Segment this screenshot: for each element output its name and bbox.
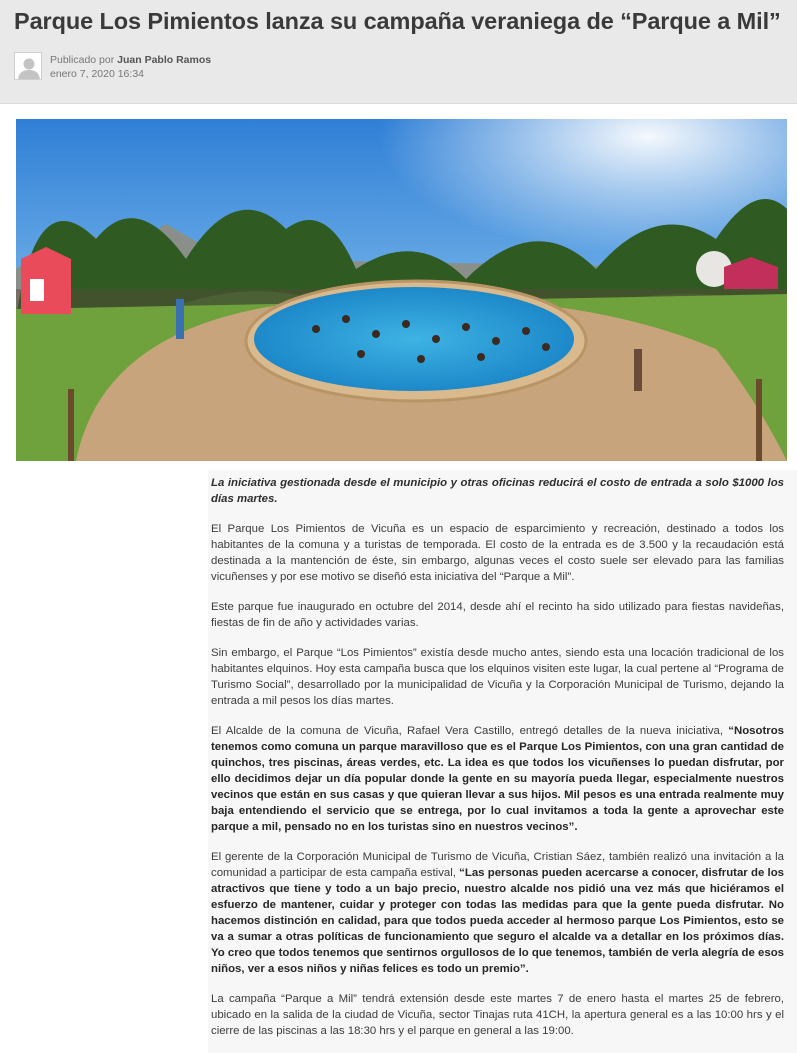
post-header: [0, 0, 797, 104]
paragraph-intro: El gerente de la Corporación Municipal de Turismo de Vicuña, Cristian Sáez, también realizó una invitación a la comunidad a participar de esta campaña estival,: [211, 851, 784, 879]
featured-image: [16, 119, 787, 461]
published-prefix: Publicado por: [50, 54, 115, 66]
post-title[interactable]: Parque Los Pimientos lanza su campaña veraniega de “Parque a Mil”: [14, 8, 781, 34]
article-paragraph: La campaña “Parque a Mil” tendrá extensión desde este martes 7 de enero hasta el martes 25 de febrero, ubicado en la salida de la ciudad de Vicuña, sector Tinajas ruta 41CH, la apertura general es a las 10:00 hrs y el cierre de las piscinas a las 18:30 hrs y el parque en general a las 19:00.: [211, 993, 784, 1037]
article-paragraph: Sin embargo, el Parque “Los Pimientos” existía desde mucho antes, siendo esta una locación tradicional de los habitantes elquinos. Hoy esta campaña busca que los elquinos visiten este lugar, la cual pertene al “Programa de Turismo Social”, desarrollado por la municipalidad de Vicuña y la Corporación Municipal de Turismo, dejando la entrada a mil pesos los días martes.: [211, 647, 784, 707]
mayor-quote: “Nosotros tenemos como comuna un parque maravilloso que es el Parque Los Pimientos, con una gran cantidad de quinchos, tres piscinas, áreas verdes, etc. La idea es que todos los vicuñenses lo puedan disfrutar, por ello decidimos dejar un día popular donde la gente en su mayoría pueda llegar, especialmente nuestros vecinos que están en sus casas y que quieran llevar a sus hijos. Mil pesos es una entrada realmente muy baja entendiendo el servicio que se entrega, por lo cual invitamos a toda la gente a aprovechar este parque a mil, pensado no en los turistas sino en nuestros vecinos”.: [211, 725, 784, 833]
post-meta: [50, 53, 211, 81]
manager-quote: “Las personas pueden acercarse a conocer, disfrutar de los atractivos que tiene y todo a un bajo precio, nuestro alcalde nos pidió una vez más que hiciéramos el esfuerzo de mantener, cuidar y proteger con todas las medidas para que la gente pueda disfrutar. No hacemos distinción en calidad, para que todos pueda acceder al hermoso parque Los Pimientos, esto se va a sumar a otras políticas de funcionamiento que seguro el alcalde va a detallar en los próximos días. Yo creo que todos tenemos que sentirnos orgullosos de lo que tenemos, también de verla alegría de esos niños, ver a esos niños y niñas felices es todo un premio”.: [211, 867, 784, 975]
paragraph-intro: El Alcalde de la comuna de Vicuña, Rafael Vera Castillo, entregó detalles de la nueva iniciativa,: [211, 725, 729, 737]
article-paragraph: Este parque fue inaugurado en octubre del 2014, desde ahí el recinto ha sido utilizado para fiestas navideñas, fiestas de fin de año y actividades varias.: [211, 601, 784, 629]
article-body: [211, 475, 784, 1053]
author-avatar[interactable]: [14, 52, 42, 80]
article-paragraph: [211, 723, 784, 835]
byline: [50, 53, 211, 67]
article-paragraph: El Parque Los Pimientos de Vicuña es un espacio de esparcimiento y recreación, destinado a todos los habitantes de la comuna y a turistas de temporada. El costo de la entrada es de 3.500 y la recaudación está destinada a la mantención de éste, sin embargo, algunas veces el costo suele ser elevado para las familias vicuñenses y por ese motivo se diseñó esta iniciativa del “Parque a Mil”.: [211, 523, 784, 583]
article-lead: La iniciativa gestionada desde el municipio y otras oficinas reducirá el costo de entrada a solo $1000 los días martes.: [211, 477, 784, 505]
pool-park-photo: [16, 119, 787, 461]
user-silhouette-icon: [15, 53, 42, 80]
post-date: enero 7, 2020 16:34: [50, 68, 144, 80]
article-paragraph: [211, 849, 784, 977]
author-name[interactable]: Juan Pablo Ramos: [117, 54, 212, 66]
